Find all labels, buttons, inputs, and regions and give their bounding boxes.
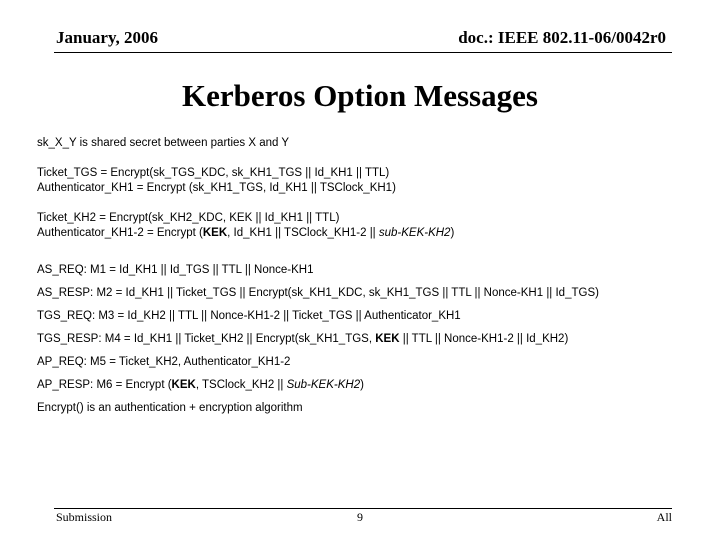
ap-resp-part-c: , TSClock_KH2 || <box>195 379 287 391</box>
tgs-resp-line <box>37 332 697 347</box>
as-resp-line: AS_RESP: M2 = Id_KH1 || Ticket_TGS || Encrypt(sk_KH1_KDC, sk_KH1_TGS || TTL || Nonce-KH1 || Id_TGS) <box>37 287 599 299</box>
ticket-tgs-line: Ticket_TGS = Encrypt(sk_TGS_KDC, sk_KH1_TGS || Id_KH1 || TTL) <box>37 167 390 179</box>
auth-kh12-part-a: Authenticator_KH1-2 = Encrypt ( <box>37 227 203 239</box>
footer-all: All <box>656 510 672 524</box>
tgs-req-line: TGS_REQ: M3 = Id_KH2 || TTL || Nonce-KH1-2 || Ticket_TGS || Authenticator_KH1 <box>37 310 461 322</box>
ap-resp-sub-kek: Sub-KEK-KH2 <box>286 379 361 391</box>
auth-kh12-part-c: , Id_KH1 || TSClock_KH1-2 || <box>227 227 379 239</box>
as-req-line: AS_REQ: M1 = Id_KH1 || Id_TGS || TTL || Nonce-KH1 <box>37 264 314 276</box>
shared-secret-line: sk_X_Y is shared secret between parties X and Y <box>37 137 290 149</box>
ap-resp-line <box>37 378 697 393</box>
ap-req-line: AP_REQ: M5 = Ticket_KH2, Authenticator_KH1-2 <box>37 356 291 368</box>
tgs-resp-part-a: TGS_RESP: M4 = Id_KH1 || Ticket_KH2 || Encrypt(sk_KH1_TGS, <box>37 333 376 345</box>
slide-title: Kerberos Option Messages <box>182 78 538 113</box>
authenticator-kh1-2-line <box>37 226 697 241</box>
ticket-kh2-line: Ticket_KH2 = Encrypt(sk_KH2_KDC, KEK || Id_KH1 || TTL) <box>37 212 340 224</box>
authenticator-kh1-line: Authenticator_KH1 = Encrypt (sk_KH1_TGS, Id_KH1 || TSClock_KH1) <box>37 182 396 194</box>
header-divider <box>54 52 672 53</box>
footer-submission: Submission <box>56 510 113 524</box>
tgs-resp-kek: KEK <box>375 333 400 345</box>
ap-resp-kek: KEK <box>171 379 196 391</box>
footer-divider <box>54 508 672 509</box>
ap-resp-part-e: ) <box>360 379 364 391</box>
slide-body <box>37 136 697 416</box>
header-date: January, 2006 <box>56 28 159 47</box>
encrypt-note-line: Encrypt() is an authentication + encryption algorithm <box>37 402 303 414</box>
ap-resp-part-a: AP_RESP: M6 = Encrypt ( <box>37 379 172 391</box>
page-number: 9 <box>357 510 363 524</box>
auth-kh12-part-e: ) <box>450 227 455 239</box>
auth-kh12-kek: KEK <box>202 227 228 239</box>
auth-kh12-sub-kek: sub-KEK-KH2 <box>378 227 451 239</box>
header-doc-id: doc.: IEEE 802.11-06/0042r0 <box>458 28 666 47</box>
tgs-resp-part-c: || TTL || Nonce-KH1-2 || Id_KH2) <box>399 333 569 345</box>
